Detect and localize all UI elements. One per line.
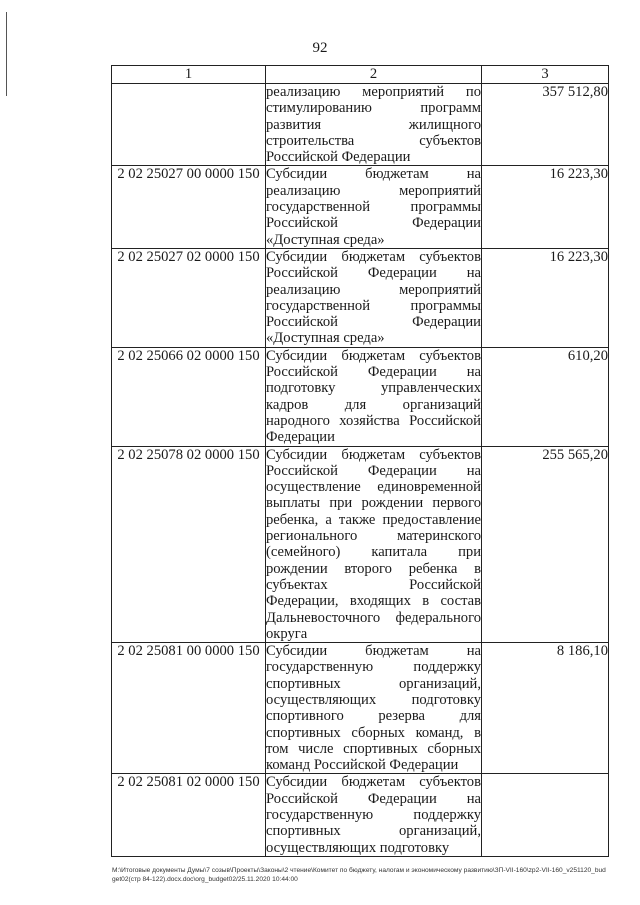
description-cell (266, 248, 482, 347)
table-row (112, 84, 609, 166)
description-line: Субсидии бюджетам на (266, 166, 481, 183)
description-line: государственной программы (266, 199, 481, 216)
description-line: народного хозяйства Российской (266, 412, 481, 429)
description-line: «Доступная среда» (266, 330, 385, 347)
description-line: Дальневосточного федерального (266, 609, 481, 626)
amount-cell: 610,20 (482, 347, 609, 446)
table-row (112, 347, 609, 446)
description-line: спортивного резерва для (266, 708, 481, 725)
description-line: «Доступная среда» (266, 231, 385, 248)
description-line: спортивных организаций, (266, 675, 481, 692)
budget-code-cell: 2 02 25081 02 0000 150 (112, 774, 266, 856)
description-line: спортивных сборных команд, в (266, 724, 481, 741)
description-line: Российской Федерации на (266, 790, 481, 807)
description-line: Российской Федерации (266, 215, 481, 232)
amount-cell: 255 565,20 (482, 446, 609, 643)
description-line: подготовку управленческих (266, 380, 481, 397)
table-row (112, 774, 609, 856)
description-line: осуществляющих подготовку (266, 691, 481, 708)
table-row (112, 446, 609, 643)
description-line: том числе спортивных сборных (266, 740, 481, 757)
description-line: Федерации (266, 429, 335, 446)
description-line: государственной программы (266, 297, 481, 314)
table-body (112, 84, 609, 857)
amount-cell (482, 774, 609, 856)
budget-code-cell: 2 02 25066 02 0000 150 (112, 347, 266, 446)
description-cell (266, 166, 482, 248)
description-line: реализацию мероприятий (266, 182, 481, 199)
amount-cell: 8 186,10 (482, 643, 609, 774)
description-line: Российской Федерации на (266, 462, 481, 479)
description-line: (семейного) капитала при (266, 544, 481, 561)
table-row (112, 166, 609, 248)
budget-table (111, 65, 609, 857)
description-line: субъектах Российской (266, 576, 481, 593)
description-line: Субсидии бюджетам субъектов (266, 774, 481, 791)
description-line: спортивных организаций, (266, 823, 481, 840)
description-line: осуществляющих подготовку (266, 839, 450, 856)
column-header-code: 1 (112, 66, 266, 84)
amount-cell: 16 223,30 (482, 166, 609, 248)
description-cell (266, 446, 482, 643)
description-line: Российской Федерации на (266, 364, 481, 381)
description-line: рождении второго ребенка в (266, 560, 481, 577)
table-header-row (112, 66, 609, 84)
description-line: государственную поддержку (266, 659, 481, 676)
table-row (112, 248, 609, 347)
description-line: регионального материнского (266, 528, 481, 545)
description-cell (266, 84, 482, 166)
description-line: ребенка, а также предоставление (266, 511, 481, 528)
description-line: кадров для организаций (266, 396, 481, 413)
description-line: Российской Федерации (266, 149, 411, 166)
description-line: Субсидии бюджетам субъектов (266, 347, 481, 364)
description-line: строительства субъектов (266, 132, 481, 149)
description-line: осуществление единовременной (266, 479, 481, 496)
amount-cell: 357 512,80 (482, 84, 609, 166)
budget-code-cell: 2 02 25027 00 0000 150 (112, 166, 266, 248)
amount-cell: 16 223,30 (482, 248, 609, 347)
description-line: реализацию мероприятий (266, 281, 481, 298)
description-line: государственную поддержку (266, 807, 481, 824)
column-header-amount: 3 (482, 66, 609, 84)
description-line: Федерации, входящих в состав (266, 593, 481, 610)
description-cell (266, 774, 482, 856)
description-line: команд Российской Федерации (266, 757, 459, 774)
page-number: 92 (312, 40, 328, 56)
description-line: Российской Федерации (266, 314, 481, 331)
document-path-footer: М:\Итоговые документы Думы\7 созыв\Проекты\Законы\2 чтение\Комитет по бюджету, налогам и экономическому развитию\ЗП-VII-160\zp2-VII-160_v251120_budget02(стр 84-122).docx.doc\org_budget02/25.11.2020 10:44:00 (112, 867, 606, 883)
description-line: развития жилищного (266, 116, 481, 133)
budget-code-cell (112, 84, 266, 166)
description-line: Субсидии бюджетам на (266, 643, 481, 660)
budget-code-cell: 2 02 25078 02 0000 150 (112, 446, 266, 643)
budget-code-cell: 2 02 25081 00 0000 150 (112, 643, 266, 774)
budget-code-cell: 2 02 25027 02 0000 150 (112, 248, 266, 347)
column-header-description: 2 (266, 66, 482, 84)
description-line: выплаты при рождении первого (266, 495, 481, 512)
table-row (112, 643, 609, 774)
description-line: округа (266, 625, 308, 642)
description-cell (266, 643, 482, 774)
description-line: Субсидии бюджетам субъектов (266, 248, 481, 265)
description-cell (266, 347, 482, 446)
description-line: Субсидии бюджетам субъектов (266, 446, 481, 463)
description-line: стимулированию программ (266, 100, 481, 117)
description-line: Российской Федерации на (266, 265, 481, 282)
description-line: реализацию мероприятий по (266, 84, 481, 100)
